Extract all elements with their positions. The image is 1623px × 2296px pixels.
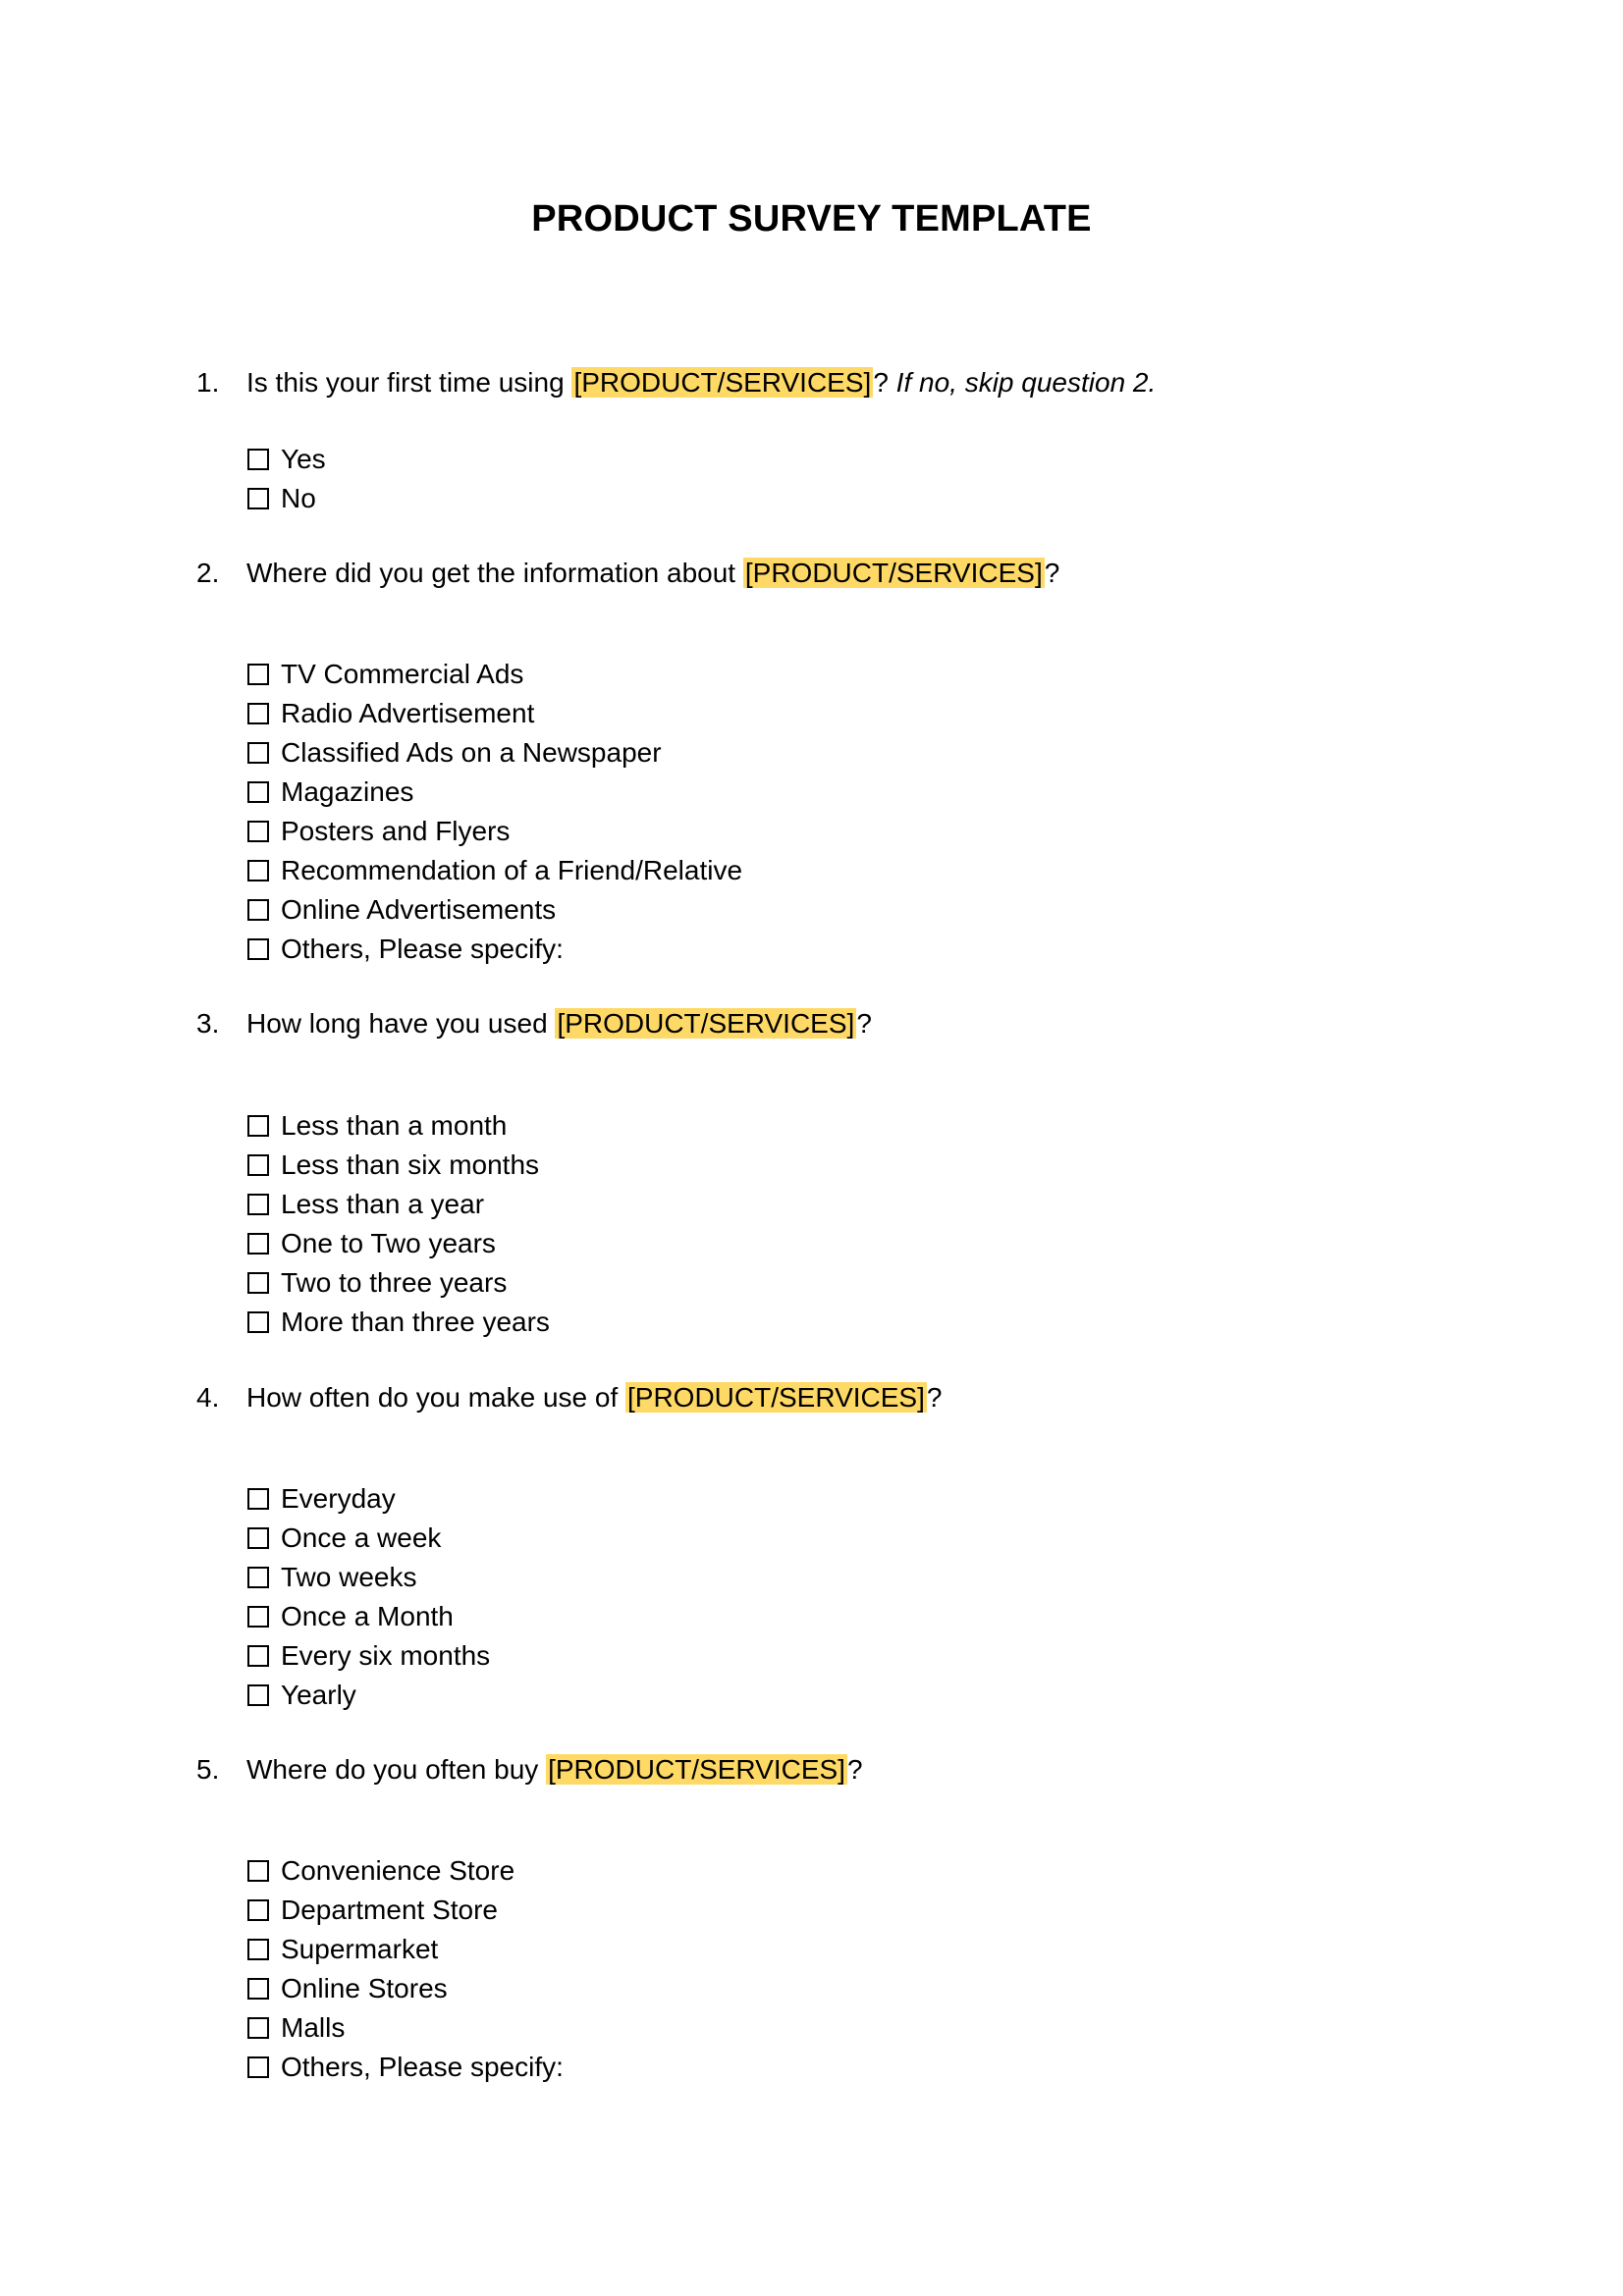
option-every-six-months[interactable]: [247, 1636, 1426, 1676]
option-tv-commercial-ads[interactable]: [247, 655, 1426, 694]
question-1: [196, 363, 1473, 402]
checkbox-icon[interactable]: [247, 860, 269, 881]
checkbox-icon[interactable]: [247, 1488, 269, 1510]
product-placeholder: [PRODUCT/SERVICES]: [627, 1382, 925, 1413]
option-less-than-a-year[interactable]: [247, 1185, 1426, 1224]
checkbox-icon[interactable]: [247, 1154, 269, 1176]
option-label: Less than six months: [281, 1149, 540, 1180]
checkbox-icon[interactable]: [247, 1606, 269, 1628]
option-label: Classified Ads on a Newspaper: [281, 737, 662, 768]
checkbox-icon[interactable]: [247, 449, 269, 470]
question-number: 5.: [196, 1754, 220, 1785]
option-others[interactable]: [247, 930, 1426, 969]
product-placeholder: [PRODUCT/SERVICES]: [548, 1754, 845, 1785]
option-convenience-store[interactable]: [247, 1851, 1426, 1891]
question-4-options: [247, 1479, 1426, 1715]
option-label: Less than a year: [281, 1189, 485, 1219]
checkbox-icon[interactable]: [247, 2017, 269, 2039]
option-label: Yes: [281, 444, 326, 474]
product-placeholder: [PRODUCT/SERVICES]: [557, 1008, 855, 1039]
option-magazines[interactable]: [247, 773, 1426, 812]
option-classified-ads[interactable]: [247, 733, 1426, 773]
option-more-than-three-years[interactable]: [247, 1303, 1426, 1342]
question-2: [196, 554, 1473, 593]
checkbox-icon[interactable]: [247, 1860, 269, 1882]
question-text: How long have you used: [246, 1008, 556, 1039]
option-radio-advertisement[interactable]: [247, 694, 1426, 733]
option-malls[interactable]: [247, 2008, 1426, 2048]
option-no[interactable]: [247, 479, 1426, 518]
checkbox-icon[interactable]: [247, 1978, 269, 2000]
option-label: Recommendation of a Friend/Relative: [281, 855, 743, 885]
product-placeholder: [PRODUCT/SERVICES]: [573, 367, 872, 398]
checkbox-icon[interactable]: [247, 742, 269, 764]
question-5: [196, 1750, 1473, 1789]
option-label: Others, Please specify:: [281, 2052, 564, 2082]
option-label: Once a week: [281, 1522, 442, 1553]
option-label: Online Stores: [281, 1973, 448, 2003]
option-less-than-a-month[interactable]: [247, 1106, 1426, 1146]
option-label: Two to three years: [281, 1267, 508, 1298]
option-label: One to Two years: [281, 1228, 496, 1258]
checkbox-icon[interactable]: [247, 1194, 269, 1215]
option-label: Others, Please specify:: [281, 934, 564, 964]
page-title: PRODUCT SURVEY TEMPLATE: [531, 198, 1092, 240]
checkbox-icon[interactable]: [247, 1311, 269, 1333]
option-department-store[interactable]: [247, 1891, 1426, 1930]
option-label: Malls: [281, 2012, 346, 2043]
option-yes[interactable]: [247, 440, 1426, 479]
checkbox-icon[interactable]: [247, 1233, 269, 1255]
option-recommendation[interactable]: [247, 851, 1426, 890]
option-others[interactable]: [247, 2048, 1426, 2087]
option-less-than-six-months[interactable]: [247, 1146, 1426, 1185]
checkbox-icon[interactable]: [247, 664, 269, 685]
checkbox-icon[interactable]: [247, 703, 269, 724]
option-label: Supermarket: [281, 1934, 439, 1964]
question-text: Where did you get the information about: [246, 558, 743, 588]
checkbox-icon[interactable]: [247, 1939, 269, 1960]
question-punctuation: ?: [926, 1382, 943, 1413]
checkbox-icon[interactable]: [247, 821, 269, 842]
option-two-to-three-years[interactable]: [247, 1263, 1426, 1303]
option-once-a-week[interactable]: [247, 1519, 1426, 1558]
checkbox-icon[interactable]: [247, 488, 269, 509]
checkbox-icon[interactable]: [247, 1527, 269, 1549]
product-placeholder: [PRODUCT/SERVICES]: [744, 558, 1043, 588]
question-3: [196, 1004, 1473, 1043]
option-posters-flyers[interactable]: [247, 812, 1426, 851]
question-punctuation: ?: [873, 367, 889, 398]
question-2-options: [247, 655, 1426, 969]
option-two-weeks[interactable]: [247, 1558, 1426, 1597]
option-once-a-month[interactable]: [247, 1597, 1426, 1636]
option-online-advertisements[interactable]: [247, 890, 1426, 930]
question-number: 1.: [196, 367, 220, 398]
question-number: 4.: [196, 1382, 220, 1413]
checkbox-icon[interactable]: [247, 1645, 269, 1667]
option-label: Convenience Store: [281, 1855, 515, 1886]
option-label: Less than a month: [281, 1110, 508, 1141]
question-number: 2.: [196, 558, 220, 588]
question-1-options: [247, 440, 1426, 518]
option-label: Every six months: [281, 1640, 491, 1671]
option-label: Two weeks: [281, 1562, 417, 1592]
question-punctuation: ?: [1044, 558, 1060, 588]
checkbox-icon[interactable]: [247, 1115, 269, 1137]
option-label: More than three years: [281, 1307, 550, 1337]
option-label: Online Advertisements: [281, 894, 557, 925]
checkbox-icon[interactable]: [247, 1684, 269, 1706]
option-supermarket[interactable]: [247, 1930, 1426, 1969]
checkbox-icon[interactable]: [247, 1272, 269, 1294]
option-label: Everyday: [281, 1483, 396, 1514]
option-label: Radio Advertisement: [281, 698, 535, 728]
option-label: TV Commercial Ads: [281, 659, 524, 689]
question-number: 3.: [196, 1008, 220, 1039]
checkbox-icon[interactable]: [247, 1567, 269, 1588]
checkbox-icon[interactable]: [247, 899, 269, 921]
option-one-to-two-years[interactable]: [247, 1224, 1426, 1263]
question-3-options: [247, 1106, 1426, 1342]
question-punctuation: ?: [856, 1008, 872, 1039]
option-online-stores[interactable]: [247, 1969, 1426, 2008]
option-yearly[interactable]: [247, 1676, 1426, 1715]
option-everyday[interactable]: [247, 1479, 1426, 1519]
option-label: No: [281, 483, 316, 513]
option-label: Yearly: [281, 1680, 356, 1710]
question-5-options: [247, 1851, 1426, 2087]
option-label: Department Store: [281, 1895, 498, 1925]
question-text: Is this your first time using: [246, 367, 572, 398]
checkbox-icon[interactable]: [247, 781, 269, 803]
option-label: Once a Month: [281, 1601, 454, 1631]
checkbox-icon[interactable]: [247, 938, 269, 960]
skip-note: If no, skip question 2.: [888, 367, 1157, 398]
question-4: [196, 1378, 1473, 1417]
option-label: Magazines: [281, 776, 414, 807]
option-label: Posters and Flyers: [281, 816, 511, 846]
question-text: Where do you often buy: [246, 1754, 547, 1785]
question-text: How often do you make use of: [246, 1382, 625, 1413]
checkbox-icon[interactable]: [247, 1899, 269, 1921]
question-punctuation: ?: [846, 1754, 863, 1785]
checkbox-icon[interactable]: [247, 2056, 269, 2078]
